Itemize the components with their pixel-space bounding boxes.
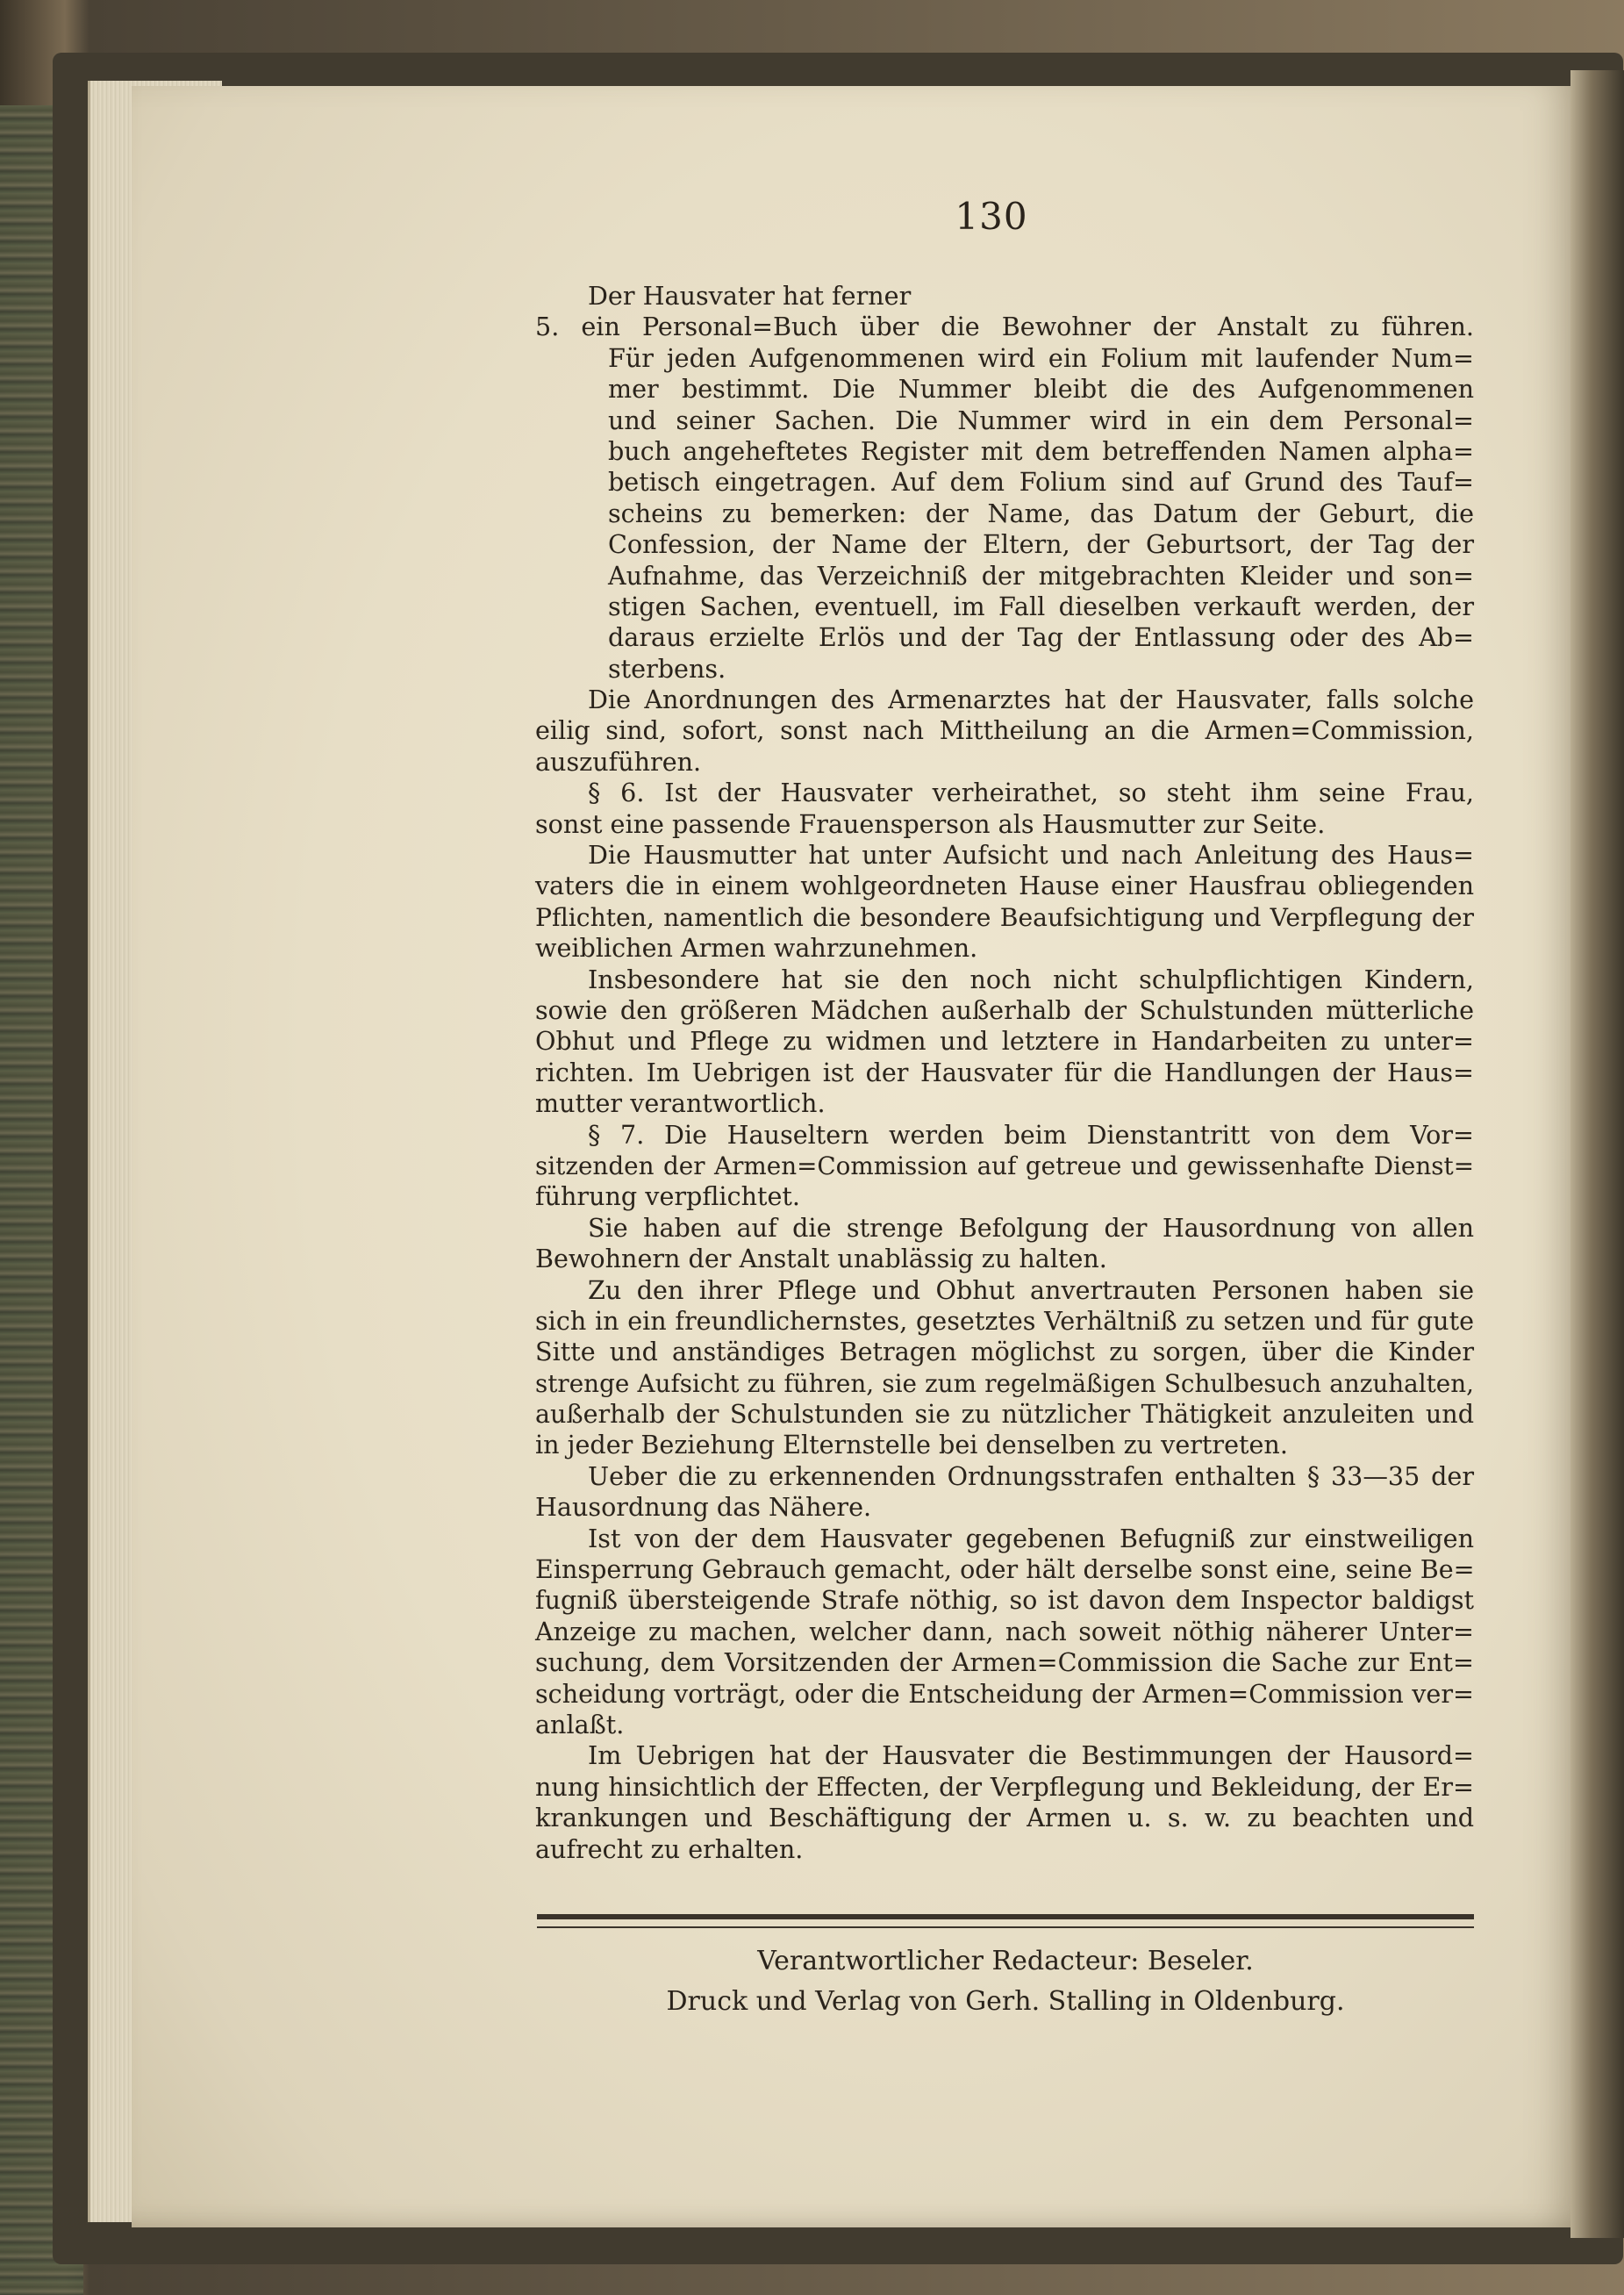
text-line: Insbesondere hat sie den noch nicht schulpflichtigen Kindern, (588, 964, 1474, 994)
text-line: Im Uebrigen hat der Hausvater die Bestimmungen der Hausord= (588, 1740, 1474, 1771)
text-line: Ist von der dem Hausvater gegebenen Befugniß zur einstweiligen (588, 1523, 1474, 1553)
text-line: Obhut und Pflege zu widmen und letztere in Handarbeiten zu unter= (535, 1026, 1474, 1057)
text-line: Einsperrung Gebrauch gemacht, oder hält derselbe sonst eine, seine Be= (535, 1554, 1475, 1585)
text-line: mer bestimmt. Die Nummer bleibt die des Aufgenommenen (608, 374, 1474, 405)
text-line: § 6. Ist der Hausvater verheirathet, so steht ihm seine Frau, (588, 778, 1474, 808)
text-line: sonst eine passende Frauensperson als Hausmutter zur Seite. (535, 808, 1326, 839)
text-line: in jeder Beziehung Elternstelle bei denselben zu vertreten. (535, 1430, 1288, 1460)
text-line: Aufnahme, das Verzeichniß der mitgebrachten Kleider und son= (608, 560, 1474, 591)
text-line: vaters die in einem wohlgeordneten Hause einer Hausfrau obliegenden (535, 871, 1474, 901)
text-line: daraus erzielte Erlös und der Tag der Entlassung oder des Ab= (608, 622, 1474, 653)
text-line: auszuführen. (535, 746, 702, 777)
text-line: 5. ein Personal=Buch über die Bewohner der Anstalt zu führen. (535, 312, 1474, 342)
text-line: Zu den ihrer Pflege und Obhut anvertrauten Personen haben sie (588, 1274, 1474, 1305)
text-line: sowie den größeren Mädchen außerhalb der Schulstunden mütterliche (535, 994, 1474, 1025)
text-line: richten. Im Uebrigen ist der Hausvater für die Handlungen der Haus= (535, 1057, 1474, 1087)
text-line: eilig sind, sofort, sonst nach Mittheilung an die Armen=Commission, (535, 715, 1474, 746)
text-line: Bewohnern der Anstalt unablässig zu halten. (535, 1244, 1107, 1274)
text-line: § 7. Die Hauseltern werden beim Dienstantritt von dem Vor= (588, 1119, 1474, 1150)
text-line: scheins zu bemerken: der Name, das Datum der Geburt, die (608, 498, 1474, 528)
text-line: Der Hausvater hat ferner (588, 281, 912, 311)
text-line: Hausordnung das Nähere. (535, 1492, 872, 1523)
text-line: Ueber die zu erkennenden Ordnungsstrafen enthalten § 33—35 der (588, 1460, 1474, 1491)
editor-line: Verantwortlicher Redacteur: Beseler. (757, 1946, 1254, 1976)
text-line: Anzeige zu machen, welcher dann, nach soweit nöthig näherer Unter= (535, 1616, 1474, 1646)
text-line: weiblichen Armen wahrzunehmen. (535, 933, 978, 964)
text-line: buch angeheftetes Register mit dem betreffenden Namen alpha= (608, 435, 1474, 466)
text-line: betisch eingetragen. Auf dem Folium sind auf Grund des Tauf= (608, 467, 1474, 498)
body-text (535, 281, 1474, 1865)
text-line: Sitte und anständiges Betragen möglichst zu sorgen, über die Kinder (535, 1337, 1474, 1367)
footer-rule (537, 1914, 1474, 1928)
text-line: anlaßt. (535, 1709, 625, 1739)
text-line: Die Anordnungen des Armenarztes hat der Hausvater, falls solche (588, 685, 1474, 715)
text-line: Sie haben auf die strenge Befolgung der Hausordnung von allen (588, 1212, 1474, 1243)
text-line: suchung, dem Vorsitzenden der Armen=Commission die Sache zur Ent= (535, 1647, 1474, 1678)
text-line: nung hinsichtlich der Effecten, der Verpflegung und Bekleidung, der Er= (535, 1771, 1474, 1802)
text-line: sterbens. (608, 653, 726, 684)
text-line: sitzenden der Armen=Commission auf getreue und gewissenhafte Dienst= (535, 1151, 1474, 1180)
text-line: und seiner Sachen. Die Nummer wird in ein dem Personal= (608, 405, 1474, 435)
page-number: 130 (955, 195, 1028, 238)
text-line: sich in ein freundlichernstes, gesetztes Verhältniß zu setzen und für gute (535, 1305, 1474, 1336)
text-line: krankungen und Beschäftigung der Armen u. s. w. zu beachten und (535, 1803, 1474, 1833)
right-page-edge (1570, 70, 1624, 2238)
text-line: scheidung vorträgt, oder die Entscheidung der Armen=Commission ver= (535, 1678, 1474, 1709)
text-line: aufrecht zu erhalten. (535, 1833, 804, 1864)
imprint (537, 1941, 1474, 2022)
text-line: strenge Aufsicht zu führen, sie zum regelmäßigen Schulbesuch anzuhalten, (535, 1368, 1474, 1398)
text-line: außerhalb der Schulstunden sie zu nützlicher Thätigkeit anzuleiten und (535, 1399, 1474, 1430)
printer-line: Druck und Verlag von Gerh. Stalling in Oldenburg. (666, 1986, 1345, 2017)
text-line: führung verpflichtet. (535, 1181, 800, 1212)
text-line: Confession, der Name der Eltern, der Geburtsort, der Tag der (608, 529, 1474, 560)
text-line: stigen Sachen, eventuell, im Fall dieselben verkauft werden, der (608, 591, 1474, 621)
text-line: fugniß übersteigende Strafe nöthig, so ist davon dem Inspector baldigst (535, 1585, 1474, 1616)
text-line: mutter verantwortlich. (535, 1088, 826, 1119)
text-line: Die Hausmutter hat unter Aufsicht und nach Anleitung des Haus= (588, 840, 1474, 871)
text-line: Für jeden Aufgenommenen wird ein Folium mit laufender Num= (608, 342, 1474, 373)
text-line: Pflichten, namentlich die besondere Beaufsichtigung und Verpflegung der (535, 902, 1474, 932)
